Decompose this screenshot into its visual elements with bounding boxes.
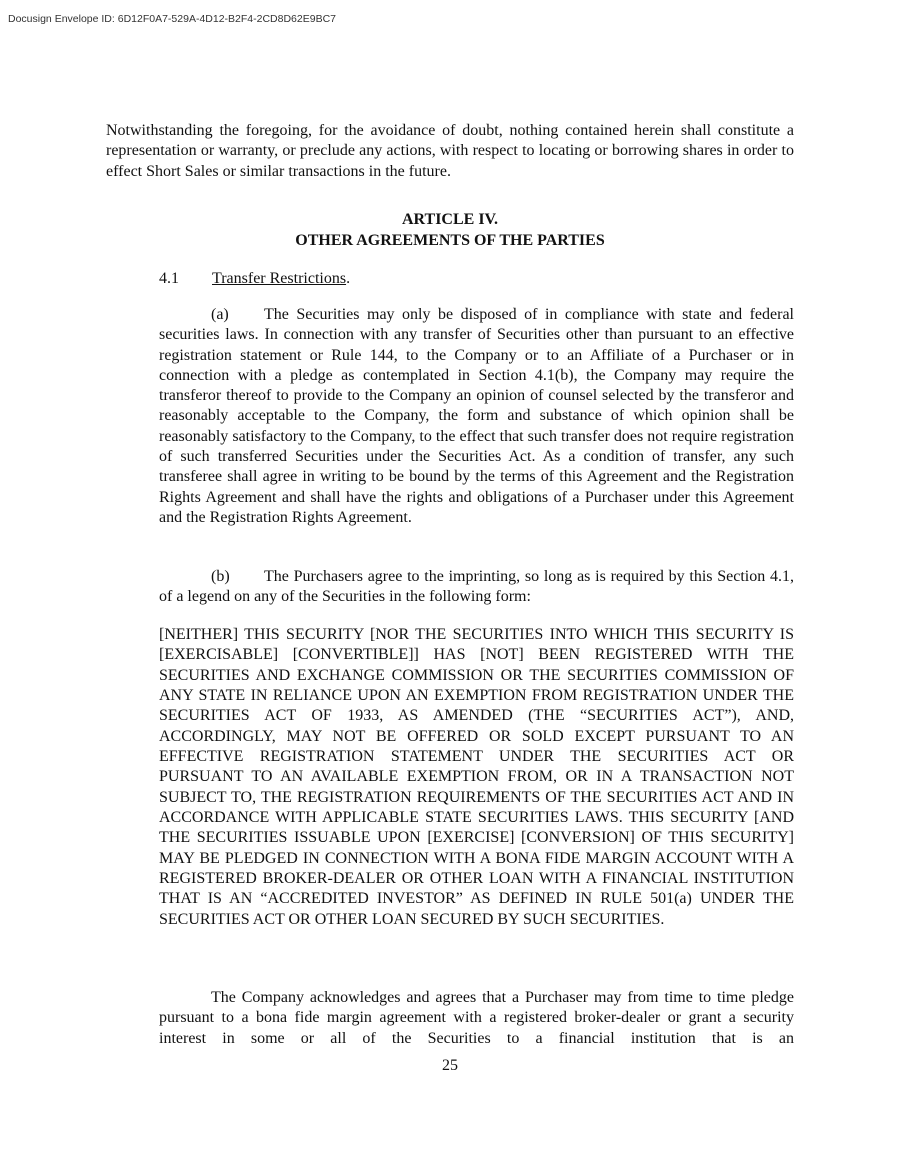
- subsection-a-label: (a): [211, 306, 229, 323]
- intro-paragraph: Notwithstanding the foregoing, for the avoidance of doubt, nothing contained herein shall constitute a representation or warranty, or preclude any actions, with respect to locating or borrowing shares in order to effect Short Sales or similar transactions in the future.: [106, 122, 794, 180]
- article-title: OTHER AGREEMENTS OF THE PARTIES: [295, 231, 605, 249]
- page-number: 25: [442, 1057, 458, 1074]
- article-heading: [106, 210, 794, 251]
- article-number: ARTICLE IV.: [401, 211, 499, 228]
- section-title: Transfer Restrictions: [212, 270, 347, 287]
- subsection-a: [159, 305, 794, 528]
- section-number: 4.1: [159, 270, 179, 287]
- securities-legend: [NEITHER] THIS SECURITY [NOR THE SECURITIES INTO WHICH THIS SECURITY IS [EXERCISABLE] [CONVERTIBLE]] HAS [NOT] BEEN REGISTERED WITH THE SECURITIES AND EXCHANGE COMMISSION OR THE SECURITIES COMMISSION OF ANY STATE IN RELIANCE UPON AN EXEMPTION FROM REGISTRATION UNDER THE SECURITIES ACT OF 1933, AS AMENDED (THE “SECURITIES ACT”), AND, ACCORDINGLY, MAY NOT BE OFFERED OR SOLD EXCEPT PURSUANT TO AN EFFECTIVE REGISTRATION STATEMENT UNDER THE SECURITIES ACT OR PURSUANT TO AN AVAILABLE EXEMPTION FROM, OR IN A TRANSACTION NOT SUBJECT TO, THE REGISTRATION REQUIREMENTS OF THE SECURITIES ACT AND IN ACCORDANCE WITH APPLICABLE STATE SECURITIES LAWS. THIS SECURITY [AND THE SECURITIES ISSUABLE UPON [EXERCISE] [CONVERSION] OF THIS SECURITY] MAY BE PLEDGED IN CONNECTION WITH A BONA FIDE MARGIN ACCOUNT WITH A REGISTERED BROKER-DEALER OR OTHER LOAN WITH A FINANCIAL INSTITUTION THAT IS AN “ACCREDITED INVESTOR” AS DEFINED IN RULE 501(a) UNDER THE SECURITIES ACT OR OTHER LOAN SECURED BY SUCH SECURITIES.: [159, 626, 794, 928]
- section-title-period: .: [346, 270, 351, 287]
- subsection-a-text: The Securities may only be disposed of in compliance with state and federal securities laws. In connection with any transfer of Securities other than pursuant to an effective registration statement or Rule 144, to the Company or to an Affiliate of a Purchaser or in connection with a pledge as contemplated in Section 4.1(b), the Company may require the transferor thereof to provide to the Company an opinion of counsel selected by the transferor and reasonably acceptable to the Company, the form and substance of which opinion shall be reasonably satisfactory to the Company, to the effect that such transfer does not require registration of such transferred Securities under the Securities Act. As a condition of transfer, any such transferee shall agree in writing to be bound by the terms of this Agreement and the Registration Rights Agreement and shall have the rights and obligations of a Purchaser under this Agreement and the Registration Rights Agreement.: [159, 306, 794, 526]
- closing-paragraph: The Company acknowledges and agrees that a Purchaser may from time to time pledge pursuant to a bona fide margin agreement with a registered broker-dealer or grant a security interest in some or all of the Securities to a financial institution that is an: [159, 989, 794, 1047]
- subsection-b-label: (b): [211, 568, 230, 585]
- section-heading: [159, 269, 350, 289]
- envelope-id-header: Docusign Envelope ID: 6D12F0A7-529A-4D12-B2F4-2CD8D62E9BC7: [8, 13, 337, 25]
- subsection-b: [159, 567, 794, 608]
- subsection-b-text: The Purchasers agree to the imprinting, so long as is required by this Section 4.1, of a legend on any of the Securities in the following form:: [159, 568, 794, 606]
